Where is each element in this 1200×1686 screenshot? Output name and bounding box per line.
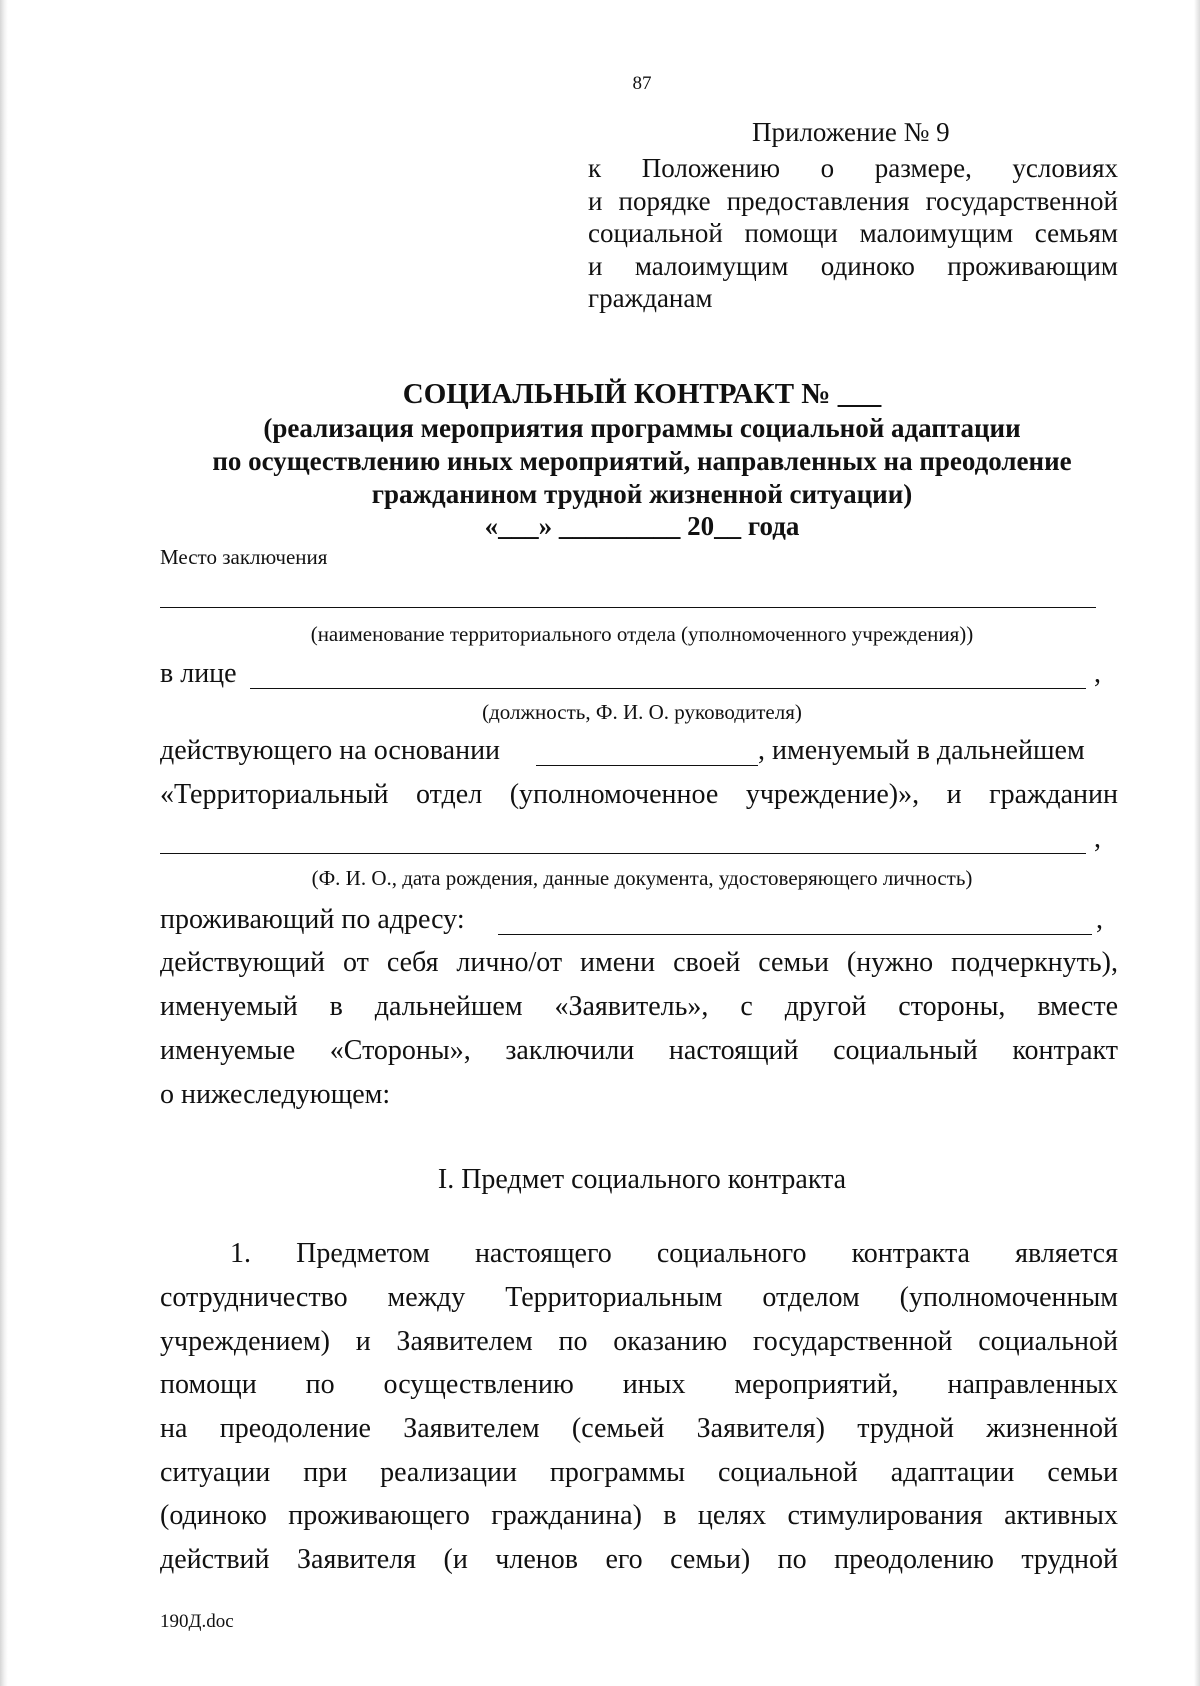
appendix-line: к Положению о размере, условиях xyxy=(588,153,1118,183)
section-line: сотрудничество между Территориальным отделом (уполномоченным xyxy=(160,1282,1118,1313)
scan-edge-left xyxy=(0,0,8,1686)
appendix-line: и порядке предоставления государственной xyxy=(588,185,1118,216)
basis-fill-line xyxy=(536,765,758,766)
appendix-line: социальной помощи малоимущим семьям xyxy=(588,218,1118,248)
citizen-caption: (Ф. И. О., дата рождения, данные документа, удостоверяющего личность) xyxy=(311,866,973,890)
section-line: учреждением) и Заявителем по оказанию государственной социальной xyxy=(160,1326,1118,1357)
department-alias-line: «Территориальный отдел (уполномоченное учреждение)», и гражданин xyxy=(160,779,1118,810)
citizen-fill-line xyxy=(160,853,1086,854)
trailing-comma: , xyxy=(1096,904,1103,935)
preamble-line: именуемые «Стороны», заключили настоящий социальный контракт xyxy=(160,1035,1118,1066)
section-line: ситуации при реализации программы социальной адаптации семьи xyxy=(160,1457,1118,1488)
address-label: проживающий по адресу: xyxy=(160,904,465,935)
document-footer: 190Д.doc xyxy=(160,1611,234,1632)
preamble-line: о нижеследующем: xyxy=(160,1079,391,1110)
contract-subtitle-line: гражданином трудной жизненной ситуации) xyxy=(371,479,913,509)
section-title: I. Предмет социального контракта xyxy=(437,1164,847,1195)
address-fill-line xyxy=(498,934,1092,935)
appendix-title: Приложение № 9 xyxy=(752,117,950,147)
section-line: действий Заявителя (и членов его семьи) по преодолению трудной xyxy=(160,1544,1118,1575)
acting-basis-suffix: , именуемый в дальнейшем xyxy=(758,735,1085,766)
contract-subtitle-line: (реализация мероприятия программы социальной адаптации xyxy=(263,413,1021,443)
appendix-line: и малоимущим одиноко проживающим xyxy=(588,250,1118,281)
section-line: (одиноко проживающего гражданина) в целях стимулирования активных xyxy=(160,1500,1118,1531)
section-line: помощи по осуществлению иных мероприятий, направленных xyxy=(160,1369,1118,1400)
trailing-comma: , xyxy=(1094,658,1101,689)
preamble-line: действующий от себя лично/от имени своей семьи (нужно подчеркнуть), xyxy=(160,947,1118,978)
page-number: 87 xyxy=(632,73,652,94)
appendix-line: гражданам xyxy=(588,283,713,313)
preamble-line: именуемый в дальнейшем «Заявитель», с другой стороны, вместе xyxy=(160,991,1118,1022)
appendix-body xyxy=(588,152,1118,315)
section-line: на преодоление Заявителем (семьей Заявителя) трудной жизненной xyxy=(160,1413,1118,1444)
department-caption: (наименование территориального отдела (уполномоченного учреждения)) xyxy=(310,622,974,646)
contract-subtitle-line: по осуществлению иных мероприятий, направленных на преодоление xyxy=(212,446,1072,476)
head-fill-line xyxy=(250,688,1086,689)
department-fill-line xyxy=(160,607,1096,608)
scan-edge-right xyxy=(1194,0,1200,1686)
section-line: 1. Предметом настоящего социального контракта является xyxy=(230,1238,1118,1269)
acting-basis-label: действующего на основании xyxy=(160,735,501,766)
contract-date-line: «___» _________ 20__ года xyxy=(484,511,800,541)
in-person-label: в лице xyxy=(160,658,237,689)
head-caption: (должность, Ф. И. О. руководителя) xyxy=(482,700,802,724)
place-label: Место заключения xyxy=(160,545,328,569)
trailing-comma: , xyxy=(1094,823,1101,854)
contract-title: СОЦИАЛЬНЫЙ КОНТРАКТ № ___ xyxy=(402,378,882,410)
